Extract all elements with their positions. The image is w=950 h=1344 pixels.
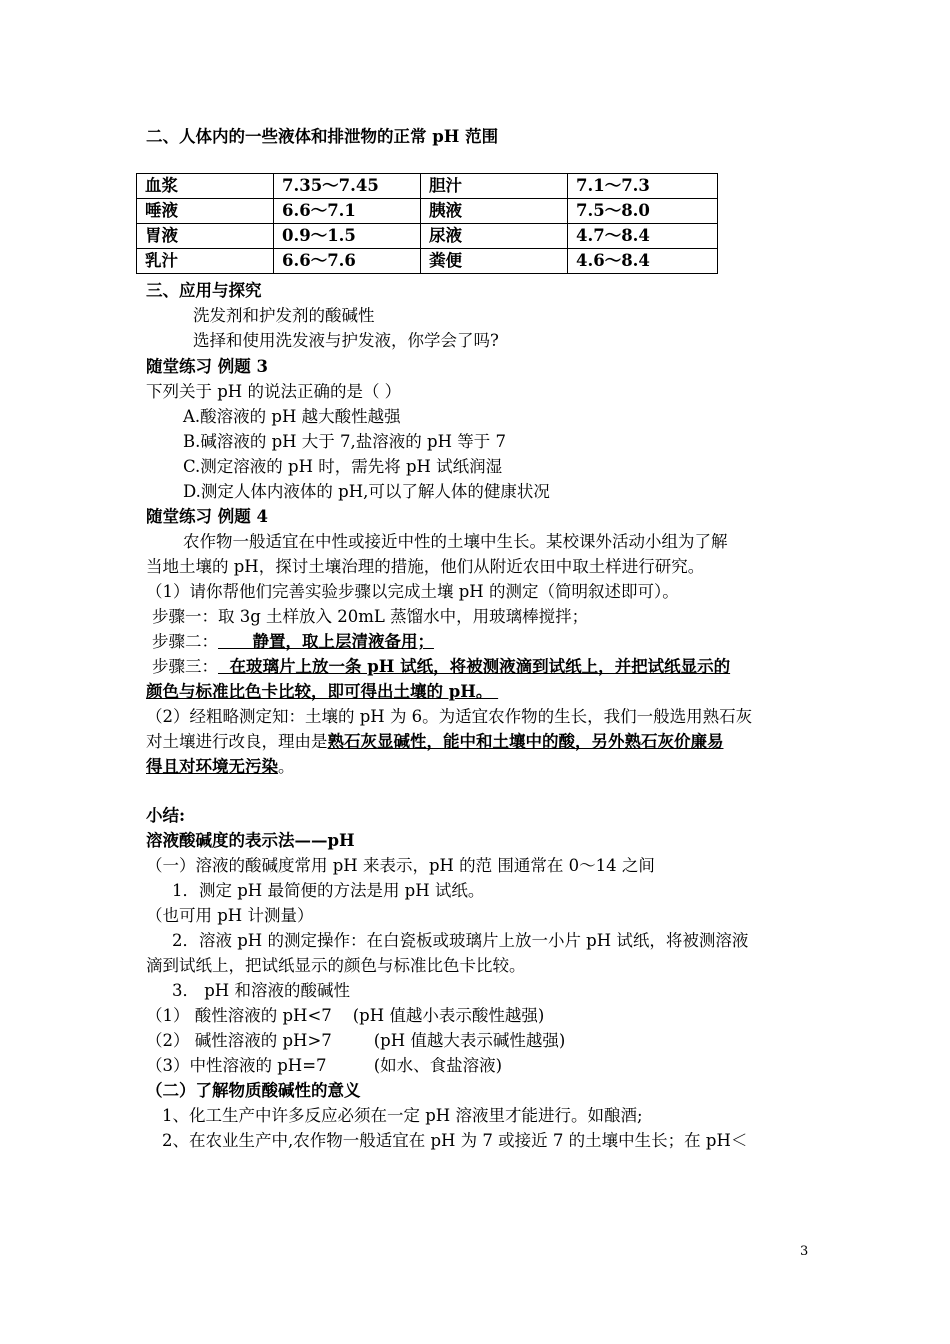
table-cell: 唾液: [137, 199, 274, 224]
step-two-answer: 静置，取上层清液备用；: [218, 632, 434, 651]
table-cell: 乳汁: [137, 249, 274, 274]
table-cell: 胆汁: [421, 174, 568, 199]
table-cell: 尿液: [421, 224, 568, 249]
summary-line: （1） 酸性溶液的 pH<7 (pH 值越小表示酸性越强): [146, 1006, 545, 1025]
option-b: B.碱溶液的 pH 大于 7,盐溶液的 pH 等于 7: [183, 432, 506, 451]
table-cell: 粪便: [421, 249, 568, 274]
step-three: [152, 656, 730, 678]
step-three-answer-cont: 颜色与标准比色卡比较，即可得出土壤的 pH。: [146, 682, 499, 701]
table-cell: 0.9～1.5: [274, 224, 421, 249]
table-cell: 7.5～8.0: [568, 199, 718, 224]
summary-line: 1．测定 pH 最简便的方法是用 pH 试纸。: [172, 881, 485, 900]
section3-line: 洗发剂和护发剂的酸碱性: [193, 306, 375, 325]
summary-title: 小结:: [146, 806, 186, 825]
table-row: [137, 249, 718, 274]
table-row: [137, 224, 718, 249]
summary-subtitle: 溶液酸碱度的表示法——pH: [146, 831, 355, 850]
example3-title: 随堂练习 例题 3: [146, 357, 268, 376]
table-row: [137, 199, 718, 224]
table-cell: 胃液: [137, 224, 274, 249]
section2-title: 二、人体内的一些液体和排泄物的正常 pH 范围: [146, 127, 499, 146]
step-three-answer: 在玻璃片上放一条 pH 试纸，将被测液滴到试纸上，并把试纸显示的: [218, 657, 731, 676]
table-cell: 7.1～7.3: [568, 174, 718, 199]
step-one: 步骤一：取 3g 土样放入 20mL 蒸馏水中，用玻璃棒搅拌；: [152, 607, 589, 626]
reason-answer-cont: 得且对环境无污染: [146, 757, 278, 776]
option-d: D.测定人体内液体的 pH,可以了解人体的健康状况: [183, 482, 550, 501]
table-cell: 血浆: [137, 174, 274, 199]
example4-intro: 农作物一般适宜在中性或接近中性的土壤中生长。某校课外活动小组为了解: [183, 532, 728, 551]
example4-question-1: （1）请你帮他们完善实验步骤以完成土壤 pH 的测定（简明叙述即可）。: [146, 582, 679, 601]
page-number: 3: [800, 1244, 809, 1259]
table-cell: 6.6～7.1: [274, 199, 421, 224]
step-three-label: 步骤三：: [152, 657, 218, 676]
example4-title: 随堂练习 例题 4: [146, 507, 268, 526]
section3-title: 三、应用与探究: [146, 281, 262, 300]
summary-line: 2．溶液 pH 的测定操作：在白瓷板或玻璃片上放一小片 pH 试纸，将被测溶液: [172, 931, 749, 950]
table-cell: 4.6～8.4: [568, 249, 718, 274]
summary-line: 滴到试纸上，把试纸显示的颜色与标准比色卡比较。: [146, 956, 526, 975]
table-cell: 胰液: [421, 199, 568, 224]
summary-line: （3）中性溶液的 pH=7 (如水、食盐溶液): [146, 1056, 503, 1075]
table-cell: 6.6～7.6: [274, 249, 421, 274]
step-two: [152, 631, 434, 653]
example4-question-2-cont: [146, 731, 724, 753]
example4-intro: 当地土壤的 pH，探讨土壤治理的措施，他们从附近农田中取土样进行研究。: [146, 557, 705, 576]
ph-range-table: [136, 173, 718, 274]
summary-heading: （二）了解物质酸碱性的意义: [146, 1081, 361, 1100]
section3-line: 选择和使用洗发液与护发液，你学会了吗?: [193, 331, 499, 350]
period: 。: [278, 757, 295, 776]
option-c: C.测定溶液的 pH 时，需先将 pH 试纸润湿: [183, 457, 503, 476]
example3-question: 下列关于 pH 的说法正确的是（ ）: [146, 382, 402, 401]
table-row: [137, 174, 718, 199]
example4-question-2: （2）经粗略测定知：土壤的 pH 为 6。为适宜农作物的生长，我们一般选用熟石灰: [146, 707, 753, 726]
summary-line: （2） 碱性溶液的 pH>7 (pH 值越大表示碱性越强): [146, 1031, 566, 1050]
reason-prefix: 对土壤进行改良，理由是: [146, 732, 328, 751]
table-cell: 7.35～7.45: [274, 174, 421, 199]
summary-line: （一）溶液的酸碱度常用 pH 来表示，pH 的范 围通常在 0～14 之间: [146, 856, 655, 875]
step-two-label: 步骤二：: [152, 632, 218, 651]
option-a: A.酸溶液的 pH 越大酸性越强: [183, 407, 401, 426]
summary-line: 1、化工生产中许多反应必须在一定 pH 溶液里才能进行。如酿酒;: [162, 1106, 643, 1125]
summary-line: 3． pH 和溶液的酸碱性: [172, 981, 350, 1000]
example4-question-2-end: [146, 756, 295, 778]
table-cell: 4.7～8.4: [568, 224, 718, 249]
reason-answer: 熟石灰显碱性，能中和土壤中的酸，另外熟石灰价廉易: [327, 732, 724, 751]
summary-line: 2、在农业生产中,农作物一般适宜在 pH 为 7 或接近 7 的土壤中生长；在 pH＜: [162, 1131, 748, 1150]
summary-line: （也可用 pH 计测量）: [146, 906, 314, 925]
